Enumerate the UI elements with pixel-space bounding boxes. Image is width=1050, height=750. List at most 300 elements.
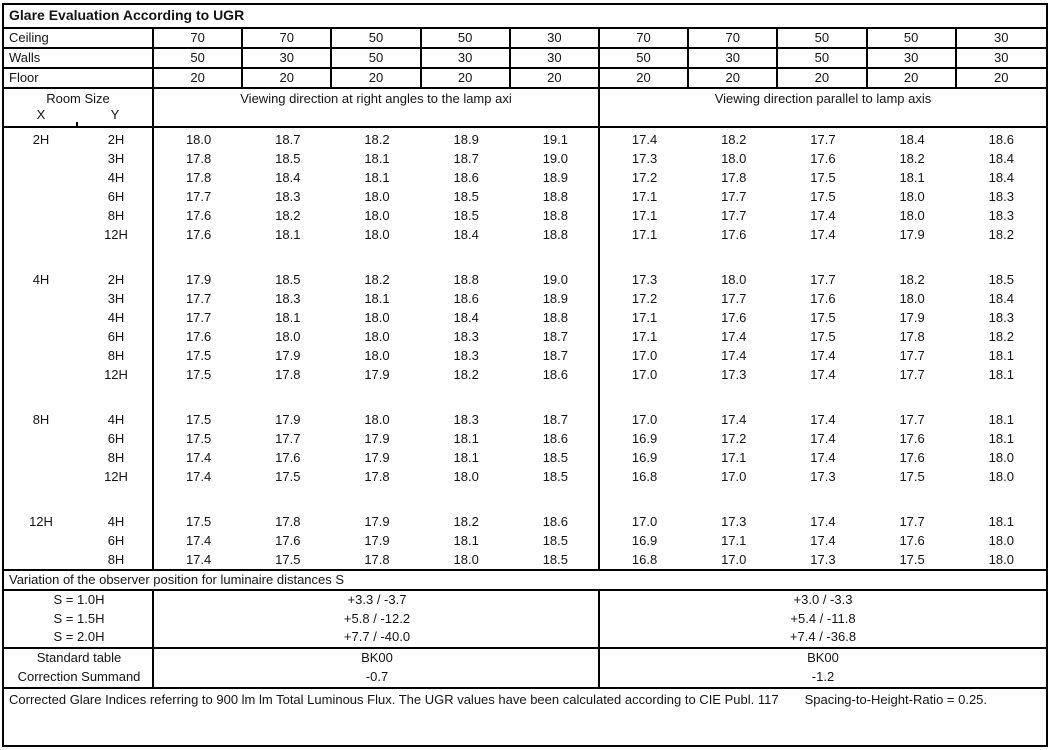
room-x xyxy=(4,289,78,308)
ugr-value: 17.1 xyxy=(631,227,658,242)
ugr-value: 18.3 xyxy=(988,189,1014,204)
ugr-value: 17.9 xyxy=(275,412,301,427)
half-table-divider xyxy=(598,649,600,687)
ugr-value: 18.2 xyxy=(721,132,747,147)
ugr-value: 17.3 xyxy=(810,552,836,567)
room-y: 3H xyxy=(107,151,125,166)
ugr-value: 17.5 xyxy=(810,310,836,325)
ugr-value: 17.5 xyxy=(185,412,212,427)
ugr-value: 18.0 xyxy=(899,208,925,223)
ugr-value: 18.0 xyxy=(364,348,390,363)
room-x xyxy=(4,206,78,225)
ugr-value: 18.0 xyxy=(364,227,390,242)
standard-table-value: BK00 xyxy=(361,650,393,665)
ugr-value: 17.7 xyxy=(185,189,212,204)
ugr-value: 18.2 xyxy=(988,329,1014,344)
ugr-value: 18.1 xyxy=(899,170,925,185)
room-y: 12H xyxy=(104,367,128,382)
ugr-value: 18.1 xyxy=(988,514,1014,529)
ugr-value: 18.9 xyxy=(453,132,479,147)
ugr-value: 17.7 xyxy=(899,514,925,529)
ugr-value: 17.5 xyxy=(810,170,836,185)
ugr-value: 18.1 xyxy=(988,348,1014,363)
label-column-divider xyxy=(152,649,154,687)
reflectance-value: 50 xyxy=(778,49,867,67)
ugr-value: 17.1 xyxy=(631,208,658,223)
reflectance-value: 50 xyxy=(600,49,689,67)
ugr-value: 17.4 xyxy=(185,552,212,567)
label-column-divider xyxy=(152,591,154,647)
ugr-value: 17.8 xyxy=(185,151,212,166)
room-y: 8H xyxy=(107,552,125,567)
ugr-value: 17.9 xyxy=(364,533,390,548)
ugr-value: 18.1 xyxy=(275,227,301,242)
ugr-value: 18.1 xyxy=(453,533,479,548)
ugr-value: 17.6 xyxy=(185,227,212,242)
ugr-row xyxy=(4,130,1046,149)
ugr-value: 17.7 xyxy=(721,291,747,306)
reflectance-value: 20 xyxy=(332,69,421,87)
ugr-value: 17.4 xyxy=(810,348,836,363)
ugr-value: 18.6 xyxy=(453,170,479,185)
ugr-value: 18.0 xyxy=(453,552,479,567)
ugr-row xyxy=(4,410,1046,429)
ugr-value: 18.0 xyxy=(364,329,390,344)
ugr-value: 18.2 xyxy=(453,514,479,529)
ugr-value: 17.2 xyxy=(631,291,658,306)
ugr-value: 17.6 xyxy=(899,533,925,548)
room-y: 3H xyxy=(107,291,125,306)
room-x xyxy=(4,550,78,569)
ugr-value: 17.7 xyxy=(899,412,925,427)
ugr-value: 17.0 xyxy=(631,514,658,529)
room-y: 6H xyxy=(107,189,125,204)
room-y: 8H xyxy=(107,450,125,465)
ugr-value: 18.1 xyxy=(453,431,479,446)
room-y: 6H xyxy=(107,329,125,344)
ugr-value: 17.6 xyxy=(721,227,747,242)
room-x xyxy=(4,531,78,550)
ugr-value: 17.1 xyxy=(631,310,658,325)
ugr-value: 18.0 xyxy=(988,450,1014,465)
ugr-value: 17.8 xyxy=(364,552,390,567)
ugr-value: 18.3 xyxy=(275,189,301,204)
ugr-value: 18.7 xyxy=(542,412,568,427)
ugr-value: 18.3 xyxy=(275,291,301,306)
reflectance-value: 70 xyxy=(689,29,778,47)
variation-value: +3.0 / -3.3 xyxy=(793,592,853,607)
ugr-table xyxy=(2,3,1048,747)
ugr-value: 16.9 xyxy=(631,533,658,548)
room-y: 8H xyxy=(107,348,125,363)
ugr-value: 19.0 xyxy=(542,272,568,287)
room-x: 12H xyxy=(29,514,53,529)
room-size-label: Room Size xyxy=(46,91,110,106)
ugr-value: 18.3 xyxy=(988,208,1014,223)
ugr-value: 17.7 xyxy=(185,310,212,325)
ugr-value: 17.6 xyxy=(185,208,212,223)
ugr-value: 18.2 xyxy=(988,227,1014,242)
group-spacer xyxy=(4,384,1046,410)
reflectance-value: 20 xyxy=(511,69,600,87)
reflectance-value: 20 xyxy=(154,69,243,87)
ugr-value: 17.9 xyxy=(364,367,390,382)
ugr-value: 18.6 xyxy=(542,367,568,382)
room-x: 4H xyxy=(32,272,50,287)
walls-row xyxy=(4,49,1046,69)
ugr-value: 18.1 xyxy=(364,170,390,185)
ugr-value: 17.3 xyxy=(631,272,658,287)
room-y: 6H xyxy=(107,431,125,446)
ugr-value: 17.5 xyxy=(899,469,925,484)
ugr-value: 17.7 xyxy=(275,431,301,446)
reflectance-value: 70 xyxy=(154,29,243,47)
standard-table-row xyxy=(4,649,1046,668)
ugr-value: 17.4 xyxy=(810,367,836,382)
ugr-value: 17.0 xyxy=(721,552,747,567)
walls-label: Walls xyxy=(4,49,154,67)
ugr-value: 18.0 xyxy=(453,469,479,484)
ugr-value: 18.8 xyxy=(542,189,568,204)
reflectance-value: 50 xyxy=(422,29,511,47)
ugr-row xyxy=(4,531,1046,550)
ugr-value: 17.5 xyxy=(275,552,301,567)
ugr-value: 17.4 xyxy=(721,412,747,427)
ugr-value: 18.5 xyxy=(542,469,568,484)
ugr-value: 17.1 xyxy=(631,189,658,204)
reflectance-value: 30 xyxy=(422,49,511,67)
ugr-value: 18.5 xyxy=(542,552,568,567)
ugr-value: 17.0 xyxy=(721,469,747,484)
standard-table-label: Standard table xyxy=(36,650,122,665)
variation-value: +3.3 / -3.7 xyxy=(347,592,407,607)
ugr-value: 17.3 xyxy=(721,367,747,382)
ugr-value: 17.6 xyxy=(810,291,836,306)
reflectance-value: 30 xyxy=(511,29,600,47)
column-header-row xyxy=(4,89,1046,128)
ugr-value: 18.3 xyxy=(453,412,479,427)
room-y: 2H xyxy=(107,132,125,147)
ugr-value: 17.6 xyxy=(275,533,301,548)
ugr-value: 17.8 xyxy=(899,329,925,344)
ugr-value: 17.7 xyxy=(899,348,925,363)
reflectance-value: 50 xyxy=(868,29,957,47)
variation-value: +5.4 / -11.8 xyxy=(790,610,856,626)
ugr-value: 18.5 xyxy=(988,272,1014,287)
room-x xyxy=(4,225,78,244)
reflectance-value: 20 xyxy=(422,69,511,87)
ugr-value: 18.0 xyxy=(275,329,301,344)
room-y: 12H xyxy=(104,227,128,242)
ugr-value: 17.9 xyxy=(364,450,390,465)
reflectance-value: 20 xyxy=(868,69,957,87)
ugr-value: 17.4 xyxy=(185,450,212,465)
ugr-value: 17.6 xyxy=(721,310,747,325)
ugr-value: 17.5 xyxy=(185,514,212,529)
room-x xyxy=(4,149,78,168)
variation-row xyxy=(4,591,1046,610)
room-y: 8H xyxy=(107,208,125,223)
table-title: Glare Evaluation According to UGR xyxy=(4,5,1046,29)
ugr-value: 18.4 xyxy=(275,170,301,185)
ugr-value: 17.3 xyxy=(631,151,658,166)
ugr-row xyxy=(4,225,1046,244)
ugr-value: 17.4 xyxy=(721,348,747,363)
ugr-value: 18.0 xyxy=(988,533,1014,548)
variation-row xyxy=(4,628,1046,647)
ugr-value: 17.4 xyxy=(721,329,747,344)
ugr-value: 18.8 xyxy=(453,272,479,287)
reflectance-value: 20 xyxy=(778,69,867,87)
variation-value: +7.4 / -36.8 xyxy=(789,629,857,645)
s-distance-label: S = 1.5H xyxy=(53,610,105,626)
ugr-value: 18.0 xyxy=(364,189,390,204)
ugr-value: 18.4 xyxy=(988,291,1014,306)
ugr-row xyxy=(4,206,1046,225)
ugr-row xyxy=(4,327,1046,346)
reflectance-value: 50 xyxy=(154,49,243,67)
ugr-row xyxy=(4,512,1046,531)
room-x: 2H xyxy=(32,132,50,147)
ugr-value: 17.7 xyxy=(185,291,212,306)
reflectance-value: 50 xyxy=(332,49,421,67)
variation-row xyxy=(4,610,1046,629)
reflectance-value: 30 xyxy=(868,49,957,67)
ugr-row xyxy=(4,168,1046,187)
group-spacer xyxy=(4,486,1046,512)
ugr-value: 17.9 xyxy=(185,272,212,287)
ugr-row xyxy=(4,187,1046,206)
reflectance-value: 70 xyxy=(600,29,689,47)
ugr-value: 18.0 xyxy=(899,189,925,204)
observer-variation-section xyxy=(4,591,1046,649)
ugr-value: 18.5 xyxy=(453,189,479,204)
room-x xyxy=(4,346,78,365)
room-y: 4H xyxy=(107,170,125,185)
ugr-row xyxy=(4,346,1046,365)
ugr-value: 18.0 xyxy=(364,310,390,325)
ugr-value: 18.1 xyxy=(988,431,1014,446)
room-y: 4H xyxy=(107,514,125,529)
reflectance-value: 70 xyxy=(243,29,332,47)
ugr-value: 18.7 xyxy=(453,151,479,166)
ugr-value: 18.6 xyxy=(988,132,1014,147)
ugr-value: 18.2 xyxy=(364,132,390,147)
ugr-value: 18.1 xyxy=(364,151,390,166)
ugr-value: 18.3 xyxy=(453,348,479,363)
footnote-text: Corrected Glare Indices referring to 900 lm lm Total Luminous Flux. The UGR values have been calculated according to CIE Publ. 117 xyxy=(9,692,779,707)
ugr-value: 17.8 xyxy=(275,514,301,529)
footnote xyxy=(4,689,1046,745)
ugr-row xyxy=(4,467,1046,486)
ugr-value: 18.0 xyxy=(185,132,212,147)
ugr-value: 18.2 xyxy=(453,367,479,382)
reflectance-value: 50 xyxy=(778,29,867,47)
ugr-value: 17.5 xyxy=(275,469,301,484)
variation-value: +7.7 / -40.0 xyxy=(343,629,411,645)
reflectance-value: 20 xyxy=(600,69,689,87)
ugr-value: 18.0 xyxy=(364,208,390,223)
ugr-value: 16.8 xyxy=(631,469,658,484)
ceiling-row xyxy=(4,29,1046,49)
ugr-value: 18.4 xyxy=(453,310,479,325)
ugr-value: 18.4 xyxy=(988,170,1014,185)
ugr-value: 18.5 xyxy=(275,272,301,287)
reflectance-value: 20 xyxy=(994,70,1009,85)
variation-heading: Variation of the observer position for luminaire distances S xyxy=(4,571,1046,591)
ugr-value: 17.5 xyxy=(185,367,212,382)
ugr-value: 18.0 xyxy=(988,552,1014,567)
group-spacer xyxy=(4,244,1046,270)
ugr-value: 18.2 xyxy=(899,272,925,287)
ugr-value: 17.6 xyxy=(275,450,301,465)
reflectance-value: 30 xyxy=(511,49,600,67)
ugr-value: 18.0 xyxy=(988,469,1014,484)
ugr-value: 17.3 xyxy=(721,514,747,529)
ugr-value: 17.4 xyxy=(810,208,836,223)
ugr-value: 17.8 xyxy=(721,170,747,185)
ugr-value: 17.6 xyxy=(810,151,836,166)
ugr-value: 18.7 xyxy=(275,132,301,147)
room-size-header xyxy=(4,89,154,126)
reflectance-value: 20 xyxy=(689,69,778,87)
ugr-value: 18.7 xyxy=(542,348,568,363)
ugr-value: 17.8 xyxy=(275,367,301,382)
ceiling-label: Ceiling xyxy=(4,29,154,47)
ugr-value: 17.4 xyxy=(810,412,836,427)
ugr-value: 18.5 xyxy=(453,208,479,223)
ugr-row xyxy=(4,308,1046,327)
room-y: 2H xyxy=(107,272,125,287)
correction-summand-value: -0.7 xyxy=(365,669,389,684)
ugr-value: 18.4 xyxy=(899,132,925,147)
ugr-value: 17.7 xyxy=(721,189,747,204)
floor-label: Floor xyxy=(4,69,154,87)
room-x xyxy=(4,429,78,448)
ugr-value: 17.5 xyxy=(810,189,836,204)
ugr-value: 17.0 xyxy=(631,348,658,363)
ugr-value: 17.6 xyxy=(899,431,925,446)
ugr-value: 18.3 xyxy=(988,310,1014,325)
ugr-value: 18.5 xyxy=(542,533,568,548)
room-x xyxy=(4,187,78,206)
ugr-value: 18.0 xyxy=(364,412,390,427)
ugr-value: 18.0 xyxy=(721,272,747,287)
room-x: 8H xyxy=(32,412,50,427)
ugr-value: 18.6 xyxy=(542,431,568,446)
ugr-value: 18.7 xyxy=(542,329,568,344)
ugr-value: 17.1 xyxy=(721,533,747,548)
ugr-value: 18.3 xyxy=(453,329,479,344)
variation-value: +5.8 / -12.2 xyxy=(343,610,411,626)
x-label: X xyxy=(36,107,46,122)
ugr-value: 18.0 xyxy=(721,151,747,166)
ugr-value: 18.1 xyxy=(364,291,390,306)
right-angles-header: Viewing direction at right angles to the lamp axi xyxy=(154,89,600,126)
reflectance-value: 30 xyxy=(994,50,1009,65)
room-x xyxy=(4,467,78,486)
ugr-value: 19.0 xyxy=(542,151,568,166)
ugr-value: 18.2 xyxy=(364,272,390,287)
reflectance-value: 50 xyxy=(332,29,421,47)
ugr-value: 18.1 xyxy=(988,412,1014,427)
room-x xyxy=(4,448,78,467)
correction-summand-label: Correction Summand xyxy=(17,669,141,684)
ugr-value: 17.6 xyxy=(185,329,212,344)
ugr-value: 17.7 xyxy=(899,367,925,382)
room-y: 4H xyxy=(107,412,125,427)
ugr-value: 17.0 xyxy=(631,367,658,382)
ugr-value: 18.2 xyxy=(899,151,925,166)
ugr-value: 18.5 xyxy=(275,151,301,166)
ugr-value: 18.8 xyxy=(542,227,568,242)
y-label: Y xyxy=(110,107,120,122)
ugr-value: 17.6 xyxy=(899,450,925,465)
ugr-value: 17.5 xyxy=(185,431,212,446)
ugr-value: 18.0 xyxy=(899,291,925,306)
ugr-value: 17.4 xyxy=(810,450,836,465)
ugr-value: 17.0 xyxy=(631,412,658,427)
ugr-value: 18.6 xyxy=(453,291,479,306)
ugr-value: 18.1 xyxy=(275,310,301,325)
room-x xyxy=(4,327,78,346)
ugr-value: 17.4 xyxy=(810,514,836,529)
ugr-value: 17.7 xyxy=(810,132,836,147)
ugr-value: 17.8 xyxy=(185,170,212,185)
correction-summand-row xyxy=(4,668,1046,687)
ugr-values-section xyxy=(4,128,1046,571)
ugr-value: 17.7 xyxy=(721,208,747,223)
ugr-value: 17.4 xyxy=(185,533,212,548)
ugr-value: 17.9 xyxy=(899,227,925,242)
ugr-value: 18.9 xyxy=(542,291,568,306)
ugr-value: 18.5 xyxy=(542,450,568,465)
ugr-value: 17.4 xyxy=(185,469,212,484)
ugr-value: 18.8 xyxy=(542,310,568,325)
ugr-row xyxy=(4,289,1046,308)
ugr-value: 17.9 xyxy=(364,431,390,446)
half-table-divider xyxy=(598,128,600,569)
ugr-value: 17.5 xyxy=(810,329,836,344)
reflectance-value: 30 xyxy=(994,30,1009,45)
ugr-value: 17.4 xyxy=(631,132,658,147)
room-y: 6H xyxy=(107,533,125,548)
room-x xyxy=(4,365,78,384)
ugr-value: 17.5 xyxy=(899,552,925,567)
ugr-value: 17.9 xyxy=(899,310,925,325)
standard-table-value: BK00 xyxy=(807,650,839,665)
floor-row xyxy=(4,69,1046,89)
ugr-value: 17.4 xyxy=(810,227,836,242)
xy-divider-tick xyxy=(76,122,78,126)
ugr-row xyxy=(4,270,1046,289)
ugr-value: 17.1 xyxy=(631,329,658,344)
ugr-row xyxy=(4,429,1046,448)
ugr-value: 16.8 xyxy=(631,552,658,567)
room-x xyxy=(4,308,78,327)
ugr-row xyxy=(4,448,1046,467)
ugr-row xyxy=(4,365,1046,384)
room-x xyxy=(4,168,78,187)
ugr-value: 17.9 xyxy=(364,514,390,529)
ugr-value: 17.5 xyxy=(185,348,212,363)
ugr-value: 17.1 xyxy=(721,450,747,465)
ugr-value: 17.2 xyxy=(631,170,658,185)
s-distance-label: S = 2.0H xyxy=(53,629,105,645)
ugr-value: 17.9 xyxy=(275,348,301,363)
ugr-value: 18.1 xyxy=(453,450,479,465)
ugr-value: 17.7 xyxy=(810,272,836,287)
